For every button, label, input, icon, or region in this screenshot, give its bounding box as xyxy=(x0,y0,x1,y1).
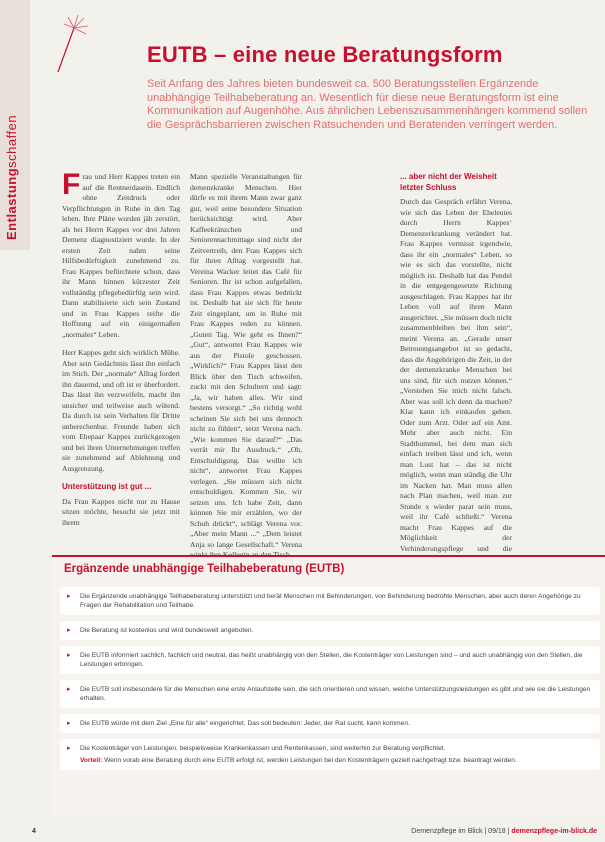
article-column-3 xyxy=(400,172,512,573)
list-item xyxy=(60,739,600,770)
list-item xyxy=(60,714,600,733)
paragraph: Da Frau Kappes nicht nur zu Hause sitzen möchte, besucht sie jetzt mit ihrem xyxy=(62,496,180,527)
info-list xyxy=(60,587,600,776)
paragraph xyxy=(62,168,180,340)
article-column-1 xyxy=(62,168,180,536)
website-link[interactable]: demenzpflege-im-blick.de xyxy=(511,828,597,835)
list-item-text: Die Ergänzende unabhängige Teilhabeberatung unterstützt und berät Menschen mit Behinderungen, von Behinderung bedrohte Menschen, aber auch deren Angehörige zu Fragen der Rehabilitation und Teilhabe. xyxy=(80,593,581,609)
list-item xyxy=(60,587,600,615)
paragraph: Herr Kappes geht sich wirklich Mühe. Aber sein Gedächtnis lässt ihn einfach im Stich. Der „normale“ Alltag fordert ihn dauernd, und oft ist er überfordert. Das lässt ihn verzweifeln, macht ihn unsicher und teilweise auch wütend. Da durch ist sein Verhalten für Dritte unberechenbar. Freunde haben sich vom Ehepaar Kappes zurückgezogen und bei ihren Unternehmungen treffen sie zunehmend auf Ablehnung und Ausgrenzung. xyxy=(62,348,180,473)
list-item-text: Die EUTB würde mit dem Ziel „Eine für alle“ eingerichtet. Das soll bedeuten: Jeder, der Rat sucht, kann kommen. xyxy=(80,720,410,727)
article-column-2 xyxy=(190,172,302,569)
triangle-bullet-icon: ▸ xyxy=(67,652,71,659)
subheading xyxy=(400,172,512,193)
note-label: Vorteil: xyxy=(80,757,103,764)
list-item-text: Die EUTB informiert sachlich, fachlich und neutral, das heißt unabhängig von den Stellen, die Kostenträger von Leistungen sind – und auch unabhängig von den Stellen, die Leistungen erbringen. xyxy=(80,652,583,668)
triangle-bullet-icon: ▸ xyxy=(67,720,71,727)
article-lead: Seit Anfang des Jahres bieten bundesweit ca. 500 Beratungsstellen Ergänzende unabhängige Teilhabeberatung an. Wesentlich für diese neue Beratungsform ist eine Kommunikation auf Augenhöhe. Aus ähnlichen Lebenszusammenhängen kommend sollen die Gesprächsbarrieren zwischen Ratsuchenden und Beratenden verringert werden. xyxy=(147,78,588,131)
triangle-bullet-icon: ▸ xyxy=(67,745,71,752)
list-item-text: Die Kostenträger von Leistungen, beispielsweise Krankenkassen und Rentenkassen, sind weiterhin zur Beratung verpflichtet. xyxy=(80,745,446,752)
footer-right xyxy=(411,828,597,835)
triangle-bullet-icon: ▸ xyxy=(67,593,71,600)
subheading-line-2: letzter Schluss xyxy=(400,182,457,192)
triangle-bullet-icon: ▸ xyxy=(67,686,71,693)
note-text: Wenn vorab eine Beratung durch eine EUTB erfolgt ist, werden Leistungen bei den Kostenträgern gezielt nachgefragt bzw. beantragt werden. xyxy=(104,757,517,764)
article-headline: EUTB – eine neue Beratungsform xyxy=(147,42,503,67)
info-box-title: Ergänzende unabhängige Teilhabeberatung (EUTB) xyxy=(64,563,345,575)
section-label-bold: Entlastung xyxy=(4,167,19,240)
dandelion-icon xyxy=(50,14,90,74)
list-item xyxy=(60,646,600,674)
list-item xyxy=(60,621,600,640)
list-item xyxy=(60,680,600,708)
list-item-text: Die Beratung ist kostenlos und wird bundesweit angeboten. xyxy=(80,627,254,634)
paragraph: Mann spezielle Veranstaltungen für demenzkranke Menschen. Hier dürfe es mit ihrem Mann zwar ganz gut, weil seine besondere Situation berücksichtigt wird. Aber Kaffeekränzchen und Seniorennachmittage sind nicht der Zeitvertreib, den Frau Kappes sich für ihren Alltag vorgestellt hat. Vereina Wacker leitet das Café für Senioren. Ihr ist schon aufgefallen, dass Frau Kappes etwas bedrückt ist. Deshalb hat sie sich für heute Zeit eingeplant, um in Ruhe mit Frau Kappes reden zu können. „Guten Tag. Wie geht es Ihnen?“ „Gut“, antwortet Frau Kappes wie aus der Pistole geschossen. „Wirklich?“ Frau Kappes lässt den Blick über den Tisch schweifen, zuckt mit den Schultern und sagt: „Ja, wir haben alles. Wir sind bestens versorgt.“ „So richtig wohl scheinen Sie sich bei uns dennoch nicht zu fühlen“, setzt Verena nach. „Wie kommen Sie darauf?“ „Das verrät mir Ihr Ausdruck.“ „Oh, Entschuldigung. Das wollte ich nicht“, antwortet Frau Kappes verlegen. „Sie müssen sich nicht entschuldigen. Kommen Sie, wir setzen uns. Ich habe Zeit, dann können Sie mir erzählen, wo der Schuh drückt“, schlägt Verena vor. „Aber mein Mann ...“ „Dem leistet Anja so lange Gesellschaft.“ Verena xyxy=(190,172,302,549)
section-label xyxy=(4,115,19,240)
dropcap: F xyxy=(62,168,81,201)
subheading: Unterstützung ist gut ... xyxy=(62,482,152,491)
list-item-text: Die EUTB soll insbesondere für die Menschen eine erste Anlaufstelle sein, die sich orientieren und wissen, welche Unterstützungsleistungen es gibt und wie sie die Leistungen erhalten. xyxy=(80,686,591,702)
magazine-name: Demenzpflege im Blick | 09/18 | xyxy=(411,828,510,835)
page-footer xyxy=(0,817,605,842)
paragraph: Durch das Gespräch erfährt Verena, wie sich das Leben der Eheleutes durch Herrn Kappes‘ Demenzerkrankung verändert hat. Frau Kappes vermisst irgendwie, dass ihr ein „normales“ Leben, so wie es sich das vorstellte, nicht möglich ist. Deshalb hat das Pendel in die entgegengesetzte Richtung ausgeschlagen. Frau Kappes hat ihr Leben voll auf ihren Mann ausgerichtet. „Sie müssen doch nicht zusammenbleiben bei ihm sein“, meint Verena an. „Gerade unser Betreuungsangebot ist so gedacht, dass die Angehörigen die Zeit, in der der demenzkranke Menschen bei uns sind, für sich nutzen können.“ „Verstehen Sie mich nicht falsch. Aber was soll ich denn da machen? Klar kann ich einkaufen gehen. Oder zum Arzt. Oder auf ein Amt. Mehr aber auch nicht. Ein Stadtbummel, bei dem man sich einfach treiben lässt und ich, wenn man Lust hat – das ist nicht möglich, wenn man ständig die Uhr im Nacken hat. Man muss allen nach Plan machen, weil man zur Stunde x wieder parat sein muss, weil ihr Café schließt.“ Verena macht Frau Kappes auf die Möglichkeit der Verhinderungspflege und die xyxy=(400,197,512,553)
triangle-bullet-icon: ▸ xyxy=(67,627,71,634)
section-label-light: schaffen xyxy=(4,114,19,168)
page-number: 4 xyxy=(32,828,36,835)
list-item-note xyxy=(80,756,594,765)
info-box xyxy=(52,555,605,815)
subheading-line-1: ... aber nicht der Weisheit xyxy=(400,172,497,181)
paragraph-text: rau und Herr Kappes treten ein auf die Rentnerdasein. Endlich ohne Zeitdruck oder Verpflichtungen in Ruhe in den Tag leben. Ihre Pläne wurden jäh zerstört, als bei Herrn Kappes vor drei Jahren Demenz diagnostiziert wurde. In der ersten Zeit nahm seine Hilfsbedürftigkeit zunehmend zu. Frau Kappes befürchtete schon, dass ihr Mann hinnen kürzester Zeit vollständig pflegebedürftig sein wird. Dann stabilisierte sich sein Zustand und in Frau Kappes reifte die Hoffnung auf ein einigermaßen „normales“ Leben. xyxy=(62,172,180,339)
